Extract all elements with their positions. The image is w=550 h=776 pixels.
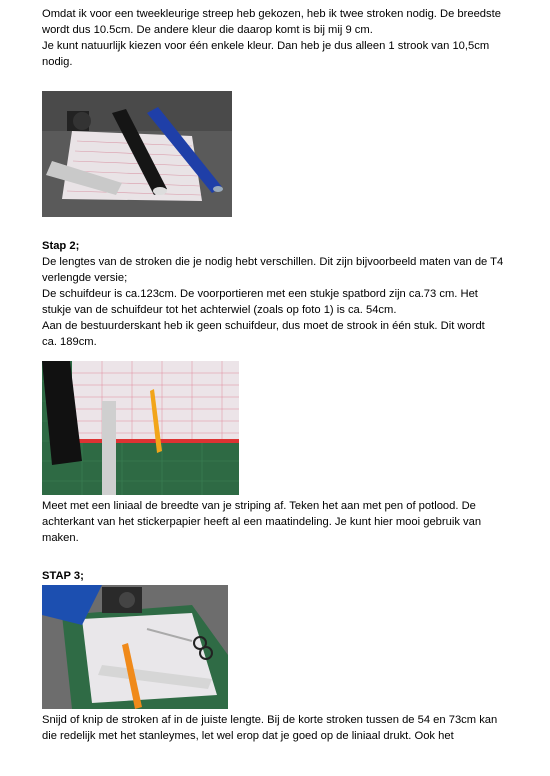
photo-rolls-on-mat [42, 91, 232, 217]
intro-paragraph [42, 6, 532, 70]
text-line: De schuifdeur is ca.123cm. De voorportieren met een stukje spatbord zijn ca.73 cm. Het [42, 288, 478, 300]
text-line: Omdat ik voor een tweekleurige streep heb gekozen, heb ik twee stroken nodig. De breedste [42, 8, 501, 20]
text-line: die redelijk met het stanleymes, let wel erop dat je goed op de liniaal drukt. Ook het [42, 730, 454, 742]
text-line: De lengtes van de stroken die je nodig hebt verschillen. Dit zijn bijvoorbeeld maten van de T4 [42, 256, 504, 268]
photo-measuring-with-ruler [42, 361, 239, 495]
text-line: Aan de bestuurderskant heb ik geen schuifdeur, dus moet de strook in één stuk. Dit wordt [42, 320, 485, 332]
step2-measure-paragraph [42, 498, 532, 546]
photo-cutting-illustration [42, 585, 228, 709]
step2-heading: Stap 2; [42, 240, 80, 252]
step3-paragraph [42, 712, 532, 744]
photo-measuring-illustration [42, 361, 239, 495]
text-line: Je kunt natuurlijk kiezen voor één enkele kleur. Dan heb je dus alleen 1 strook van 10,5cm [42, 40, 490, 52]
step2-paragraph [42, 254, 532, 350]
photo-cutting-tools [42, 585, 228, 709]
text-line: wordt dus 10.5cm. De andere kleur die daarop komt is bij mij 9 cm. [42, 24, 373, 36]
text-line: achterkant van het stickerpapier heeft al een maatindeling. Je kunt hier mooi gebruik van [42, 516, 482, 528]
photo-rolls-illustration [42, 91, 232, 217]
text-line: maken. [42, 532, 79, 544]
step3-heading: STAP 3; [42, 570, 84, 582]
text-line: Snijd of knip de stroken af in de juiste lengte. Bij de korte stroken tussen de 54 en 73cm kan [42, 714, 498, 726]
text-line: verlengde versie; [42, 272, 128, 284]
text-line: nodig. [42, 56, 73, 68]
text-line: Meet met een liniaal de breedte van je striping af. Teken het aan met pen of potlood. De [42, 500, 476, 512]
text-line: ca. 189cm. [42, 336, 97, 348]
text-line: stukje van de schuifdeur tot het achterwiel (zoals op foto 1) is ca. 54cm. [42, 304, 397, 316]
